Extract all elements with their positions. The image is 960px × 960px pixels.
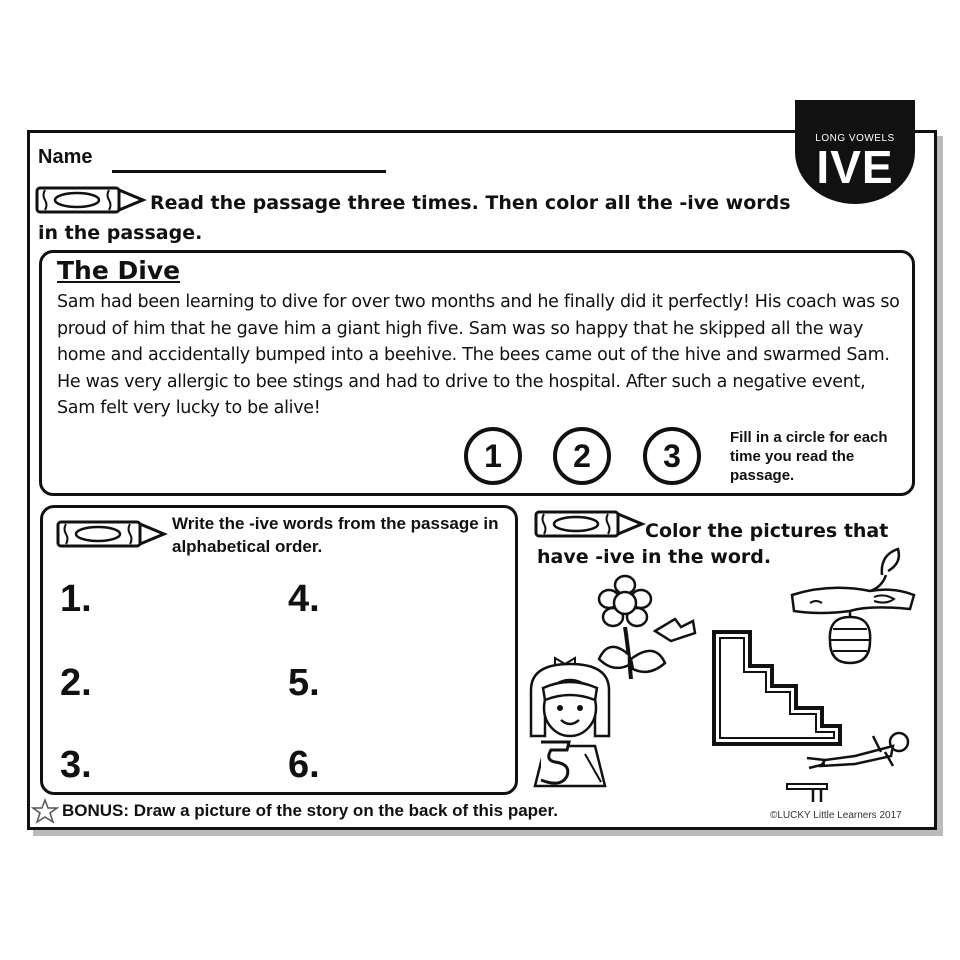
name-label: Name (38, 146, 93, 168)
answer-number-1: 1. (60, 578, 92, 620)
read-instruction: Read the passage three times. Then color all the -ive words in the passage. (38, 192, 791, 244)
long-vowels-badge (795, 100, 915, 204)
badge-title: IVE (816, 141, 894, 193)
badge-subtitle: LONG VOWELS (815, 133, 895, 144)
read-circle-3[interactable]: 3 (643, 427, 701, 485)
diver-icon[interactable] (785, 730, 915, 805)
answer-number-3: 3. (60, 744, 92, 786)
girl-holding-five-icon[interactable] (525, 650, 615, 790)
color-instruction: Color the pictures that have -ive in the word. (537, 520, 889, 568)
story-text: Sam had been learning to dive for over two months and he finally did it perfectly! His coach was so proud of him that he gave him a giant high five. Sam was so happy that he skipped all the way home and accidentally bumped into a beehive. The bees came out of the hive and swarmed Sam. He was very allergic to bee stings and had to drive to the hospital. After such a negative event, Sam felt very lucky to be alive! (57, 292, 900, 418)
read-circle-1[interactable]: 1 (464, 427, 522, 485)
crayon-icon (56, 520, 168, 548)
name-write-line[interactable] (112, 170, 386, 173)
answer-number-5: 5. (288, 662, 320, 704)
copyright-text: ©LUCKY Little Learners 2017 (770, 810, 902, 821)
star-icon (32, 798, 58, 824)
answer-number-4: 4. (288, 578, 320, 620)
story-title: The Dive (57, 256, 181, 285)
bonus-instruction: BONUS: Draw a picture of the story on the back of this paper. (62, 801, 558, 820)
write-instruction: Write the -ive words from the passage in alphabetical order. (172, 514, 499, 556)
answer-number-2: 2. (60, 662, 92, 704)
read-circle-2[interactable]: 2 (553, 427, 611, 485)
answer-number-6: 6. (288, 744, 320, 786)
fill-circle-instruction: Fill in a circle for each time you read the passage. (730, 429, 888, 484)
